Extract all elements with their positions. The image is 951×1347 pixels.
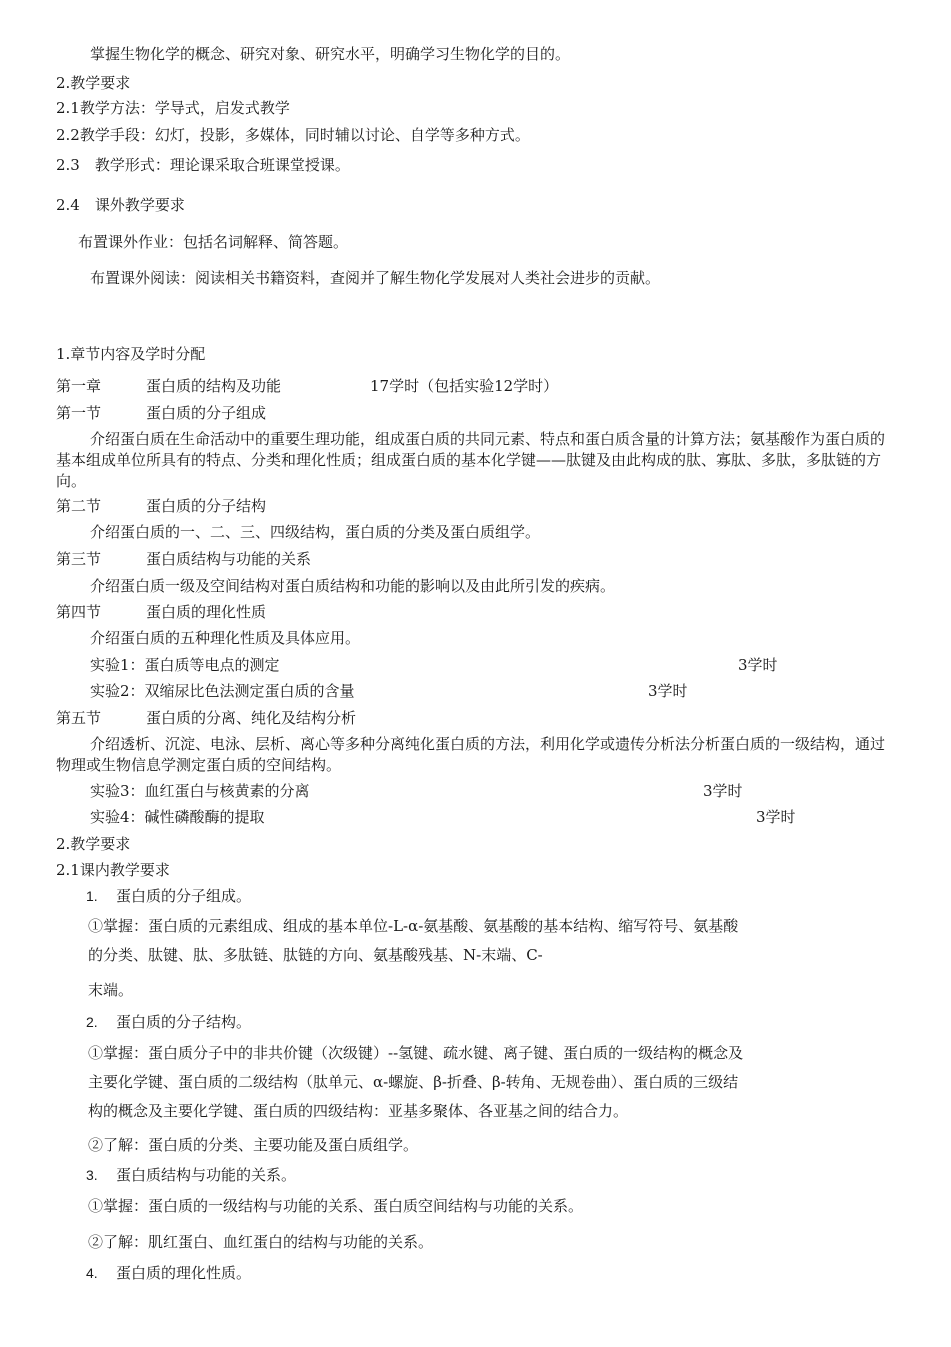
section-5-label: 第五节 — [56, 709, 102, 727]
experiment-3: 实验3：血红蛋白与核黄素的分离 — [90, 782, 310, 800]
item-4-title: 蛋白质的理化性质。 — [116, 1264, 252, 1282]
req-2-3: 2.3 教学形式：理论课采取合班课堂授课。 — [56, 156, 350, 174]
experiment-2: 实验2：双缩尿比色法测定蛋白质的含量 — [90, 682, 355, 700]
experiment-3-hours: 3学时 — [703, 782, 743, 800]
item-1-master-line-2: 的分类、肽键、肽、多肽链、肽链的方向、氨基酸残基、N-末端、C- — [88, 946, 543, 964]
item-2-title: 蛋白质的分子结构。 — [116, 1013, 252, 1031]
req-heading: 2.教学要求 — [56, 74, 131, 92]
item-3-master: ①掌握：蛋白质的一级结构与功能的关系、蛋白质空间结构与功能的关系。 — [88, 1197, 584, 1215]
item-3-title: 蛋白质结构与功能的关系。 — [116, 1166, 297, 1184]
section-1-label: 第一节 — [56, 404, 102, 422]
req-2-2: 2.2教学手段：幻灯，投影，多媒体，同时辅以讨论、自学等多种方式。 — [56, 126, 530, 144]
req-2-1: 2.1教学方法：学导式，启发式教学 — [56, 99, 290, 117]
section-3-title: 蛋白质结构与功能的关系 — [146, 550, 312, 568]
experiment-1-hours: 3学时 — [738, 656, 778, 674]
requirements-title: 2.教学要求 — [56, 835, 131, 853]
section-5-title: 蛋白质的分离、纯化及结构分析 — [146, 709, 357, 727]
in-class-title: 2.1课内教学要求 — [56, 861, 170, 879]
experiment-4: 实验4：碱性磷酸酶的提取 — [90, 808, 265, 826]
chapter-1-title: 蛋白质的结构及功能 — [146, 377, 282, 395]
section-5-desc: 介绍透析、沉淀、电泳、层析、离心等多种分离纯化蛋白质的方法，利用化学或遗传分析法分析蛋白质的一级结构，通过物理或生物信息学测定蛋白质的空间结构。 — [56, 735, 886, 774]
section-4-title: 蛋白质的理化性质 — [146, 603, 267, 621]
chapter-section-title: 1.章节内容及学时分配 — [56, 345, 206, 363]
item-2-master-line-3: 构的概念及主要化学键、蛋白质的四级结构：亚基多聚体、各亚基之间的结合力。 — [88, 1102, 629, 1120]
section-2-title: 蛋白质的分子结构 — [146, 497, 267, 515]
section-3-label: 第三节 — [56, 550, 102, 568]
section-4-label: 第四节 — [56, 603, 102, 621]
goal-text: 掌握生物化学的概念、研究对象、研究水平，明确学习生物化学的目的。 — [90, 45, 571, 63]
homework-text: 布置课外作业：包括名词解释、简答题。 — [78, 233, 349, 251]
experiment-1: 实验1：蛋白质等电点的测定 — [90, 656, 280, 674]
item-2-master-line-1: ①掌握：蛋白质分子中的非共价键（次级键）--氢键、疏水键、离子键、蛋白质的一级结构的概念及 — [88, 1044, 744, 1062]
item-3-know: ②了解：肌红蛋白、血红蛋白的结构与功能的关系。 — [88, 1233, 434, 1251]
experiment-4-hours: 3学时 — [756, 808, 796, 826]
section-4-desc: 介绍蛋白质的五种理化性质及具体应用。 — [90, 629, 361, 647]
section-2-label: 第二节 — [56, 497, 102, 515]
item-1-master-line-3: 末端。 — [88, 981, 134, 999]
item-2-master-line-2: 主要化学键、蛋白质的二级结构（肽单元、α-螺旋、β-折叠、β-转角、无规卷曲）、蛋白质的三级结 — [88, 1073, 739, 1091]
section-1-desc: 介绍蛋白质在生命活动中的重要生理功能，组成蛋白质的共同元素、特点和蛋白质含量的计算方法；氨基酸作为蛋白质的基本组成单位所具有的特点、分类和理化性质；组成蛋白质的基本化学键——肽键及由此构成的肽、寡肽、多肽，多肽链的方向。 — [56, 430, 886, 490]
reading-text: 布置课外阅读：阅读相关书籍资料，查阅并了解生物化学发展对人类社会进步的贡献。 — [90, 269, 661, 287]
section-1-title: 蛋白质的分子组成 — [146, 404, 267, 422]
section-2-desc: 介绍蛋白质的一、二、三、四级结构，蛋白质的分类及蛋白质组学。 — [90, 523, 541, 541]
item-2-know: ②了解：蛋白质的分类、主要功能及蛋白质组学。 — [88, 1136, 419, 1154]
chapter-1-hours: 17学时（包括实验12学时） — [370, 377, 559, 395]
item-2-number: 2. — [86, 1014, 98, 1030]
item-4-number: 4. — [86, 1265, 98, 1281]
req-2-4: 2.4 课外教学要求 — [56, 196, 185, 214]
section-3-desc: 介绍蛋白质一级及空间结构对蛋白质结构和功能的影响以及由此所引发的疾病。 — [90, 577, 616, 595]
experiment-2-hours: 3学时 — [648, 682, 688, 700]
item-1-title: 蛋白质的分子组成。 — [116, 887, 252, 905]
item-1-number: 1. — [86, 888, 98, 904]
chapter-1-label: 第一章 — [56, 377, 102, 395]
item-1-master-line-1: ①掌握：蛋白质的元素组成、组成的基本单位-L-α-氨基酸、氨基酸的基本结构、缩写符号、氨基酸 — [88, 917, 739, 935]
item-3-number: 3. — [86, 1167, 98, 1183]
